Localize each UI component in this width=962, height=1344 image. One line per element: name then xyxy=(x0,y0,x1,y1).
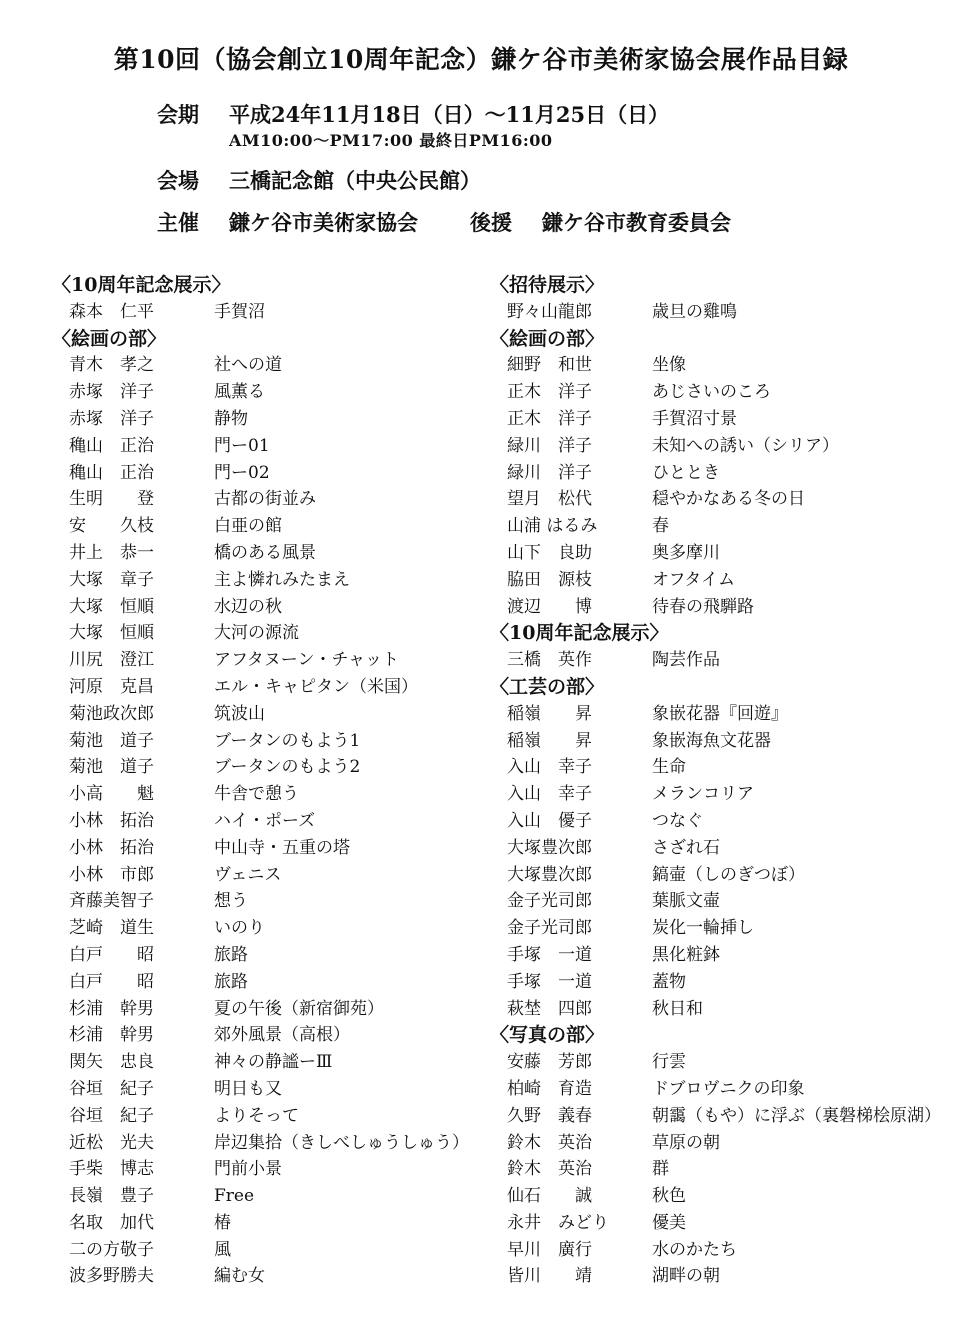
catalog-entry xyxy=(490,460,950,487)
catalog-entry xyxy=(490,513,950,540)
section-heading: 〈10周年記念展示〉 xyxy=(490,622,669,645)
work-title: 手賀沼寸景 xyxy=(652,408,737,429)
work-title: 水辺の秋 xyxy=(214,596,282,617)
catalog-entry xyxy=(52,1156,472,1183)
catalog-entry xyxy=(490,1210,950,1237)
artist-name: 谷垣 紀子 xyxy=(69,1078,154,1099)
work-title: 筑波山 xyxy=(214,703,265,724)
work-title: 古都の街並み xyxy=(214,489,316,510)
catalog-entry xyxy=(52,996,472,1023)
catalog-entry xyxy=(52,888,472,915)
artist-name: 白戸 昭 xyxy=(69,944,154,965)
artist-name: 菊池 道子 xyxy=(69,730,154,751)
artist-name: 正木 洋子 xyxy=(507,408,592,429)
catalog-entry xyxy=(52,1237,472,1264)
catalog-entry xyxy=(52,299,472,326)
catalog-entry xyxy=(52,1183,472,1210)
catalog-entry xyxy=(490,835,950,862)
artist-name: 白戸 昭 xyxy=(69,971,154,992)
artist-name: 萩埜 四郎 xyxy=(507,998,592,1019)
organizer-value: 鎌ケ谷市美術家協会 xyxy=(229,210,418,235)
artist-name: 小林 拓治 xyxy=(69,837,154,858)
artist-name: 山浦 はるみ xyxy=(507,516,598,537)
work-title: 神々の静謐ーⅢ xyxy=(214,1052,333,1073)
artist-name: 赤塚 洋子 xyxy=(69,408,154,429)
artist-name: 谷垣 紀子 xyxy=(69,1105,154,1126)
work-title: 白亜の館 xyxy=(214,516,282,537)
work-title: ブータンのもよう1 xyxy=(214,730,361,751)
artist-name: 大塚豊次郎 xyxy=(507,837,592,858)
artist-name: 山下 良助 xyxy=(507,542,592,563)
catalog-entry xyxy=(490,942,950,969)
artist-name: 近松 光夫 xyxy=(69,1132,154,1153)
artist-name: 金子光司郎 xyxy=(507,891,592,912)
artist-name: 名取 加代 xyxy=(69,1212,154,1233)
artist-name: 手塚 一道 xyxy=(507,971,592,992)
artist-name: 波多野勝夫 xyxy=(69,1266,154,1287)
artist-name: 野々山龍郎 xyxy=(507,301,592,322)
catalog-entry xyxy=(490,1183,950,1210)
period-label: 会期 xyxy=(157,102,199,127)
work-title: 草原の朝 xyxy=(652,1132,720,1153)
work-title: 牛舎で憩う xyxy=(214,784,299,805)
artist-name: 稲嶺 昇 xyxy=(507,730,592,751)
work-title: さざれ石 xyxy=(652,837,720,858)
catalog-entry xyxy=(490,728,950,755)
catalog-entry xyxy=(52,781,472,808)
artist-name: 安藤 芳郎 xyxy=(507,1052,592,1073)
catalog-entry xyxy=(52,379,472,406)
artist-name: 緑川 洋子 xyxy=(507,435,592,456)
work-title: 歳旦の雞鳴 xyxy=(652,301,737,322)
artist-name: 斉藤美智子 xyxy=(69,891,154,912)
catalog-entry xyxy=(52,754,472,781)
work-title: ハイ・ポーズ xyxy=(214,810,316,831)
catalog-entry xyxy=(490,888,950,915)
work-title: 夏の午後（新宿御苑） xyxy=(214,998,384,1019)
work-title: 鎬壷（しのぎつぼ） xyxy=(652,864,805,885)
work-title: 想う xyxy=(214,891,248,912)
catalog-entry xyxy=(490,594,950,621)
catalog-entry xyxy=(52,540,472,567)
work-title: 静物 xyxy=(214,408,248,429)
page-title: 第10回（協会創立10周年記念）鎌ケ谷市美術家協会展作品目録 xyxy=(113,45,849,74)
artist-name: 芝崎 道生 xyxy=(69,918,154,939)
catalog-entry xyxy=(490,540,950,567)
section-heading: 〈招待展示〉 xyxy=(490,274,605,296)
exhibition-hours: AM10:00～PM17:00 最終日PM16:00 xyxy=(229,131,553,150)
catalog-entry xyxy=(52,1022,472,1049)
artist-name: 稲嶺 昇 xyxy=(507,703,592,724)
catalog-entry xyxy=(490,379,950,406)
catalog-entry xyxy=(52,567,472,594)
artist-name: 長嶺 豊子 xyxy=(69,1186,154,1207)
catalog-entry xyxy=(52,1103,472,1130)
work-title: 手賀沼 xyxy=(214,301,265,322)
artist-name: 大塚 恒順 xyxy=(69,623,154,644)
section-heading: 〈絵画の部〉 xyxy=(490,327,605,350)
catalog-entry xyxy=(52,433,472,460)
catalog-entry xyxy=(490,1103,950,1130)
work-title: 編む女 xyxy=(214,1266,265,1287)
work-title: 群 xyxy=(652,1159,669,1180)
work-title: 秋日和 xyxy=(652,998,703,1019)
catalog-entry xyxy=(52,406,472,433)
work-title: アフタヌーン・チャット xyxy=(214,650,399,671)
work-title: 朝靄（もや）に浮ぶ（裏磐梯桧原湖） xyxy=(652,1105,941,1126)
catalog-entry xyxy=(490,915,950,942)
artist-name: 川尻 澄江 xyxy=(69,650,154,671)
artist-name: 脇田 源枝 xyxy=(507,569,592,590)
artist-name: 入山 幸子 xyxy=(507,757,592,778)
artist-name: 柏崎 育造 xyxy=(507,1078,592,1099)
work-title: 奥多摩川 xyxy=(652,542,720,563)
artist-name: 小林 市郎 xyxy=(69,864,154,885)
artist-name: 河原 克昌 xyxy=(69,676,154,697)
work-title: 社への道 xyxy=(214,355,282,376)
work-title: 穏やかなある冬の日 xyxy=(652,489,805,510)
artist-name: 生明 登 xyxy=(69,489,154,510)
work-title: オフタイム xyxy=(652,569,735,590)
work-title: ひととき xyxy=(652,462,720,483)
artist-name: 穐山 正治 xyxy=(69,462,154,483)
catalog-entry xyxy=(490,862,950,889)
catalog-entry xyxy=(52,728,472,755)
artist-name: 永井 みどり xyxy=(507,1212,609,1233)
artist-name: 小高 魁 xyxy=(69,784,154,805)
artist-name: 正木 洋子 xyxy=(507,382,592,403)
artist-name: 大塚 恒順 xyxy=(69,596,154,617)
exhibition-organizers xyxy=(157,207,731,237)
work-title: 岸辺集拾（きしべしゅうしゅう） xyxy=(214,1132,469,1153)
artist-name: 久野 義春 xyxy=(507,1105,592,1126)
catalog-entry xyxy=(52,486,472,513)
catalog-entry xyxy=(52,647,472,674)
artist-name: 赤塚 洋子 xyxy=(69,382,154,403)
work-title: 中山寺・五重の塔 xyxy=(214,837,350,858)
catalog-entry xyxy=(490,1156,950,1183)
catalog-entry xyxy=(52,808,472,835)
artist-name: 皆川 靖 xyxy=(507,1266,592,1287)
section-heading: 〈工芸の部〉 xyxy=(490,675,605,698)
sponsor-label: 後援 xyxy=(470,210,512,235)
catalog-entry xyxy=(490,567,950,594)
catalog-entry xyxy=(490,781,950,808)
catalog-entry xyxy=(490,647,950,674)
work-title: 椿 xyxy=(214,1212,231,1233)
catalog-entry xyxy=(490,299,950,326)
artist-name: 早川 廣行 xyxy=(507,1239,592,1260)
work-title: メランコリア xyxy=(652,784,754,805)
work-title: つなぐ xyxy=(652,810,703,831)
artist-name: 穐山 正治 xyxy=(69,435,154,456)
artist-name: 安 久枝 xyxy=(69,516,154,537)
catalog-entry xyxy=(52,674,472,701)
work-title: エル・キャピタン（米国） xyxy=(214,676,418,697)
work-title: 水のかたち xyxy=(652,1239,737,1260)
catalog-entry xyxy=(490,996,950,1023)
work-title: 明日も又 xyxy=(214,1078,282,1099)
work-title: 象嵌花器『回遊』 xyxy=(652,703,788,724)
catalog-entry xyxy=(52,594,472,621)
work-title: 秋色 xyxy=(652,1186,686,1207)
venue-label: 会場 xyxy=(157,168,199,193)
section-heading: 〈10周年記念展示〉 xyxy=(52,274,231,296)
work-title: 大河の源流 xyxy=(214,623,299,644)
work-title: ブータンのもよう2 xyxy=(214,757,361,778)
work-title: よりそって xyxy=(214,1105,299,1126)
catalog-entry xyxy=(490,1237,950,1264)
catalog-entry xyxy=(52,915,472,942)
work-title: ヴェニス xyxy=(214,864,282,885)
work-title: 優美 xyxy=(652,1212,686,1233)
period-value: 平成24年11月18日（日）～11月25日（日） xyxy=(229,102,670,127)
catalog-entry xyxy=(490,1076,950,1103)
work-title: 春 xyxy=(652,516,669,537)
catalog-entry xyxy=(52,862,472,889)
section-heading: 〈写真の部〉 xyxy=(490,1024,605,1047)
catalog-entry xyxy=(52,1210,472,1237)
artist-name: 関矢 忠良 xyxy=(69,1052,154,1073)
artist-name: 小林 拓治 xyxy=(69,810,154,831)
work-title: 坐像 xyxy=(652,355,686,376)
section-heading: 〈絵画の部〉 xyxy=(52,327,167,350)
artist-name: 井上 恭一 xyxy=(69,542,154,563)
work-title: 門前小景 xyxy=(214,1159,282,1180)
artist-name: 二の方敬子 xyxy=(69,1239,154,1260)
catalog-entry xyxy=(490,1263,950,1290)
artist-name: 金子光司郎 xyxy=(507,918,592,939)
artist-name: 大塚 章子 xyxy=(69,569,154,590)
catalog-entry xyxy=(490,969,950,996)
artist-name: 望月 松代 xyxy=(507,489,592,510)
work-title: 主よ憐れみたまえ xyxy=(214,569,350,590)
artist-name: 入山 幸子 xyxy=(507,784,592,805)
catalog-entry xyxy=(52,1130,472,1157)
work-title: 待春の飛騨路 xyxy=(652,596,754,617)
catalog-entry xyxy=(52,1049,472,1076)
artist-name: 手塚 一道 xyxy=(507,944,592,965)
catalog-entry xyxy=(490,486,950,513)
artist-name: 鈴木 英治 xyxy=(507,1132,592,1153)
catalog-entry xyxy=(490,433,950,460)
catalog-entry xyxy=(52,969,472,996)
left-column xyxy=(52,272,472,1290)
catalog-entry xyxy=(52,1076,472,1103)
artist-name: 森本 仁平 xyxy=(69,301,154,322)
work-title: 炭化一輪挿し xyxy=(652,918,754,939)
work-title: 陶芸作品 xyxy=(652,650,720,671)
artist-name: 仙石 誠 xyxy=(507,1186,592,1207)
work-title: 湖畔の朝 xyxy=(652,1266,720,1287)
artist-name: 杉浦 幹男 xyxy=(69,1025,154,1046)
artist-name: 緑川 洋子 xyxy=(507,462,592,483)
catalog-entry xyxy=(490,1130,950,1157)
catalog-entry xyxy=(490,701,950,728)
catalog-entry xyxy=(52,835,472,862)
catalog-entry xyxy=(490,406,950,433)
catalog-entry xyxy=(52,1263,472,1290)
artist-name: 青木 孝之 xyxy=(69,355,154,376)
artist-name: 渡辺 博 xyxy=(507,596,592,617)
catalog-entry xyxy=(490,352,950,379)
artist-name: 鈴木 英治 xyxy=(507,1159,592,1180)
right-column xyxy=(490,272,950,1290)
catalog-entry xyxy=(52,942,472,969)
exhibition-period xyxy=(157,99,669,129)
work-title: 旅路 xyxy=(214,971,248,992)
catalog-entry xyxy=(52,620,472,647)
work-title: 橋のある風景 xyxy=(214,542,316,563)
catalog-entry xyxy=(52,460,472,487)
work-title: 未知への誘い（シリア） xyxy=(652,435,839,456)
work-title: いのり xyxy=(214,918,265,939)
work-title: あじさいのころ xyxy=(652,382,771,403)
artist-name: 入山 優子 xyxy=(507,810,592,831)
catalog-entry xyxy=(490,808,950,835)
catalog-entry xyxy=(52,352,472,379)
work-title: ドブロヴニクの印象 xyxy=(652,1078,805,1099)
work-title: 風薫る xyxy=(214,382,265,403)
work-title: 象嵌海魚文花器 xyxy=(652,730,771,751)
artist-name: 大塚豊次郎 xyxy=(507,864,592,885)
sponsor-value: 鎌ケ谷市教育委員会 xyxy=(542,210,731,235)
artist-name: 手柴 博志 xyxy=(69,1159,154,1180)
organizer-label: 主催 xyxy=(157,210,199,235)
catalog-entry xyxy=(490,1049,950,1076)
venue-value: 三橋記念館（中央公民館） xyxy=(229,168,481,193)
work-title: 門ー02 xyxy=(214,462,270,483)
exhibition-venue xyxy=(157,165,481,195)
work-title: 門ー01 xyxy=(214,435,270,456)
work-title: Free xyxy=(214,1186,255,1207)
work-title: 旅路 xyxy=(214,944,248,965)
catalog-entry xyxy=(52,513,472,540)
work-title: 生命 xyxy=(652,757,686,778)
work-title: 風 xyxy=(214,1239,231,1260)
artist-name: 三橋 英作 xyxy=(507,650,592,671)
work-title: 蓋物 xyxy=(652,971,686,992)
artist-name: 細野 和世 xyxy=(507,355,592,376)
catalog-entry xyxy=(490,754,950,781)
artist-name: 杉浦 幹男 xyxy=(69,998,154,1019)
work-title: 黒化粧鉢 xyxy=(652,944,720,965)
work-title: 行雲 xyxy=(652,1052,686,1073)
catalog-entry xyxy=(52,701,472,728)
artist-name: 菊池 道子 xyxy=(69,757,154,778)
work-title: 葉脈文壷 xyxy=(652,891,720,912)
artist-name: 菊池政次郎 xyxy=(69,703,154,724)
work-title: 郊外風景（高根） xyxy=(214,1025,350,1046)
